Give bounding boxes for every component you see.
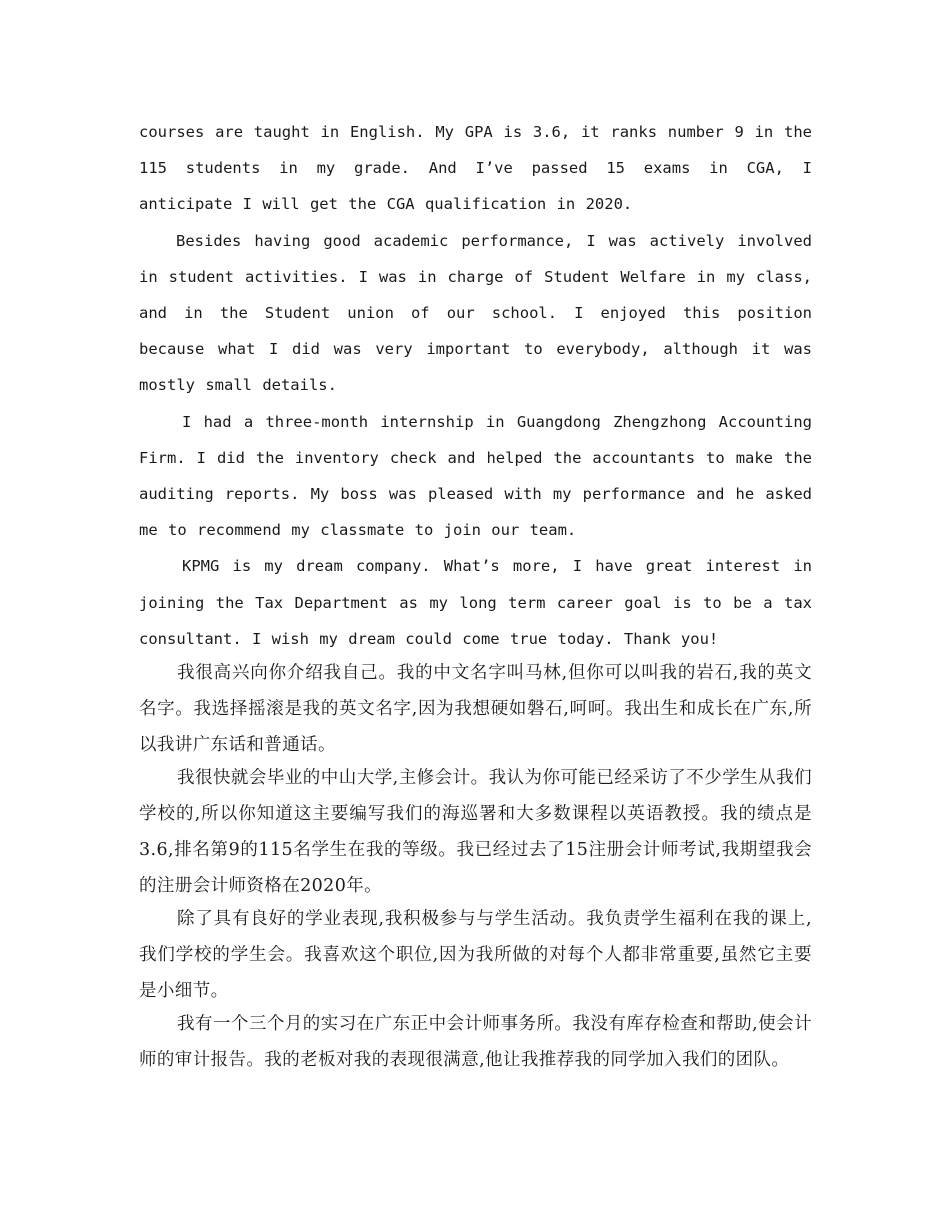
chinese-paragraph-activities: 除了具有良好的学业表现,我积极参与与学生活动。我负责学生福利在我的课上,我们学校的学生会。我喜欢这个职位,因为我所做的对每个人都非常重要,虽然它主要是小细节。 xyxy=(139,909,812,1002)
english-paragraph-internship: I had a three-month internship in Guangdong Zhengzhong Accounting Firm. I did the inventory check and helped the accountants to make the auditing reports. My boss was pleased with my performance and he asked me to recommend my classmate to join our team. xyxy=(139,412,812,540)
english-paragraph-activities: Besides having good academic performance, I was actively involved in student activities. I was in charge of Student Welfare in my class, and in the Student union of our school. I enjoyed this position because what I did was very important to everybody, although it was mostly small details. xyxy=(139,231,812,395)
chinese-paragraph-education: 我很快就会毕业的中山大学,主修会计。我认为你可能已经采访了不少学生从我们学校的,所以你知道这主要编写我们的海巡署和大多数课程以英语教授。我的绩点是3.6,排名第9的115名学生在我的等级。我已经过去了15注册会计师考试,我期望我会的注册会计师资格在2020年。 xyxy=(139,768,812,897)
chinese-paragraph-internship: 我有一个三个月的实习在广东正中会计师事务所。我没有库存检查和帮助,使会计师的审计报告。我的老板对我的表现很满意,他让我推荐我的同学加入我们的团队。 xyxy=(139,1014,812,1071)
english-paragraph-gpa: courses are taught in English. My GPA is 3.6, it ranks number 9 in the 115 students in my grade. And I’ve passed 15 exams in CGA, I anticipate I will get the CGA qualification in 2020. xyxy=(139,123,812,214)
english-paragraph-career-goal: KPMG is my dream company. What’s more, I have great interest in joining the Tax Department as my long term career goal is to be a tax consultant. I wish my dream could come true today. Thank you! xyxy=(139,557,812,648)
document-body xyxy=(139,114,812,1078)
chinese-paragraph-introduction: 我很高兴向你介绍我自己。我的中文名字叫马林,但你可以叫我的岩石,我的英文名字。我选择摇滚是我的英文名字,因为我想硬如磐石,呵呵。我出生和成长在广东,所以我讲广东话和普通话。 xyxy=(139,663,812,756)
